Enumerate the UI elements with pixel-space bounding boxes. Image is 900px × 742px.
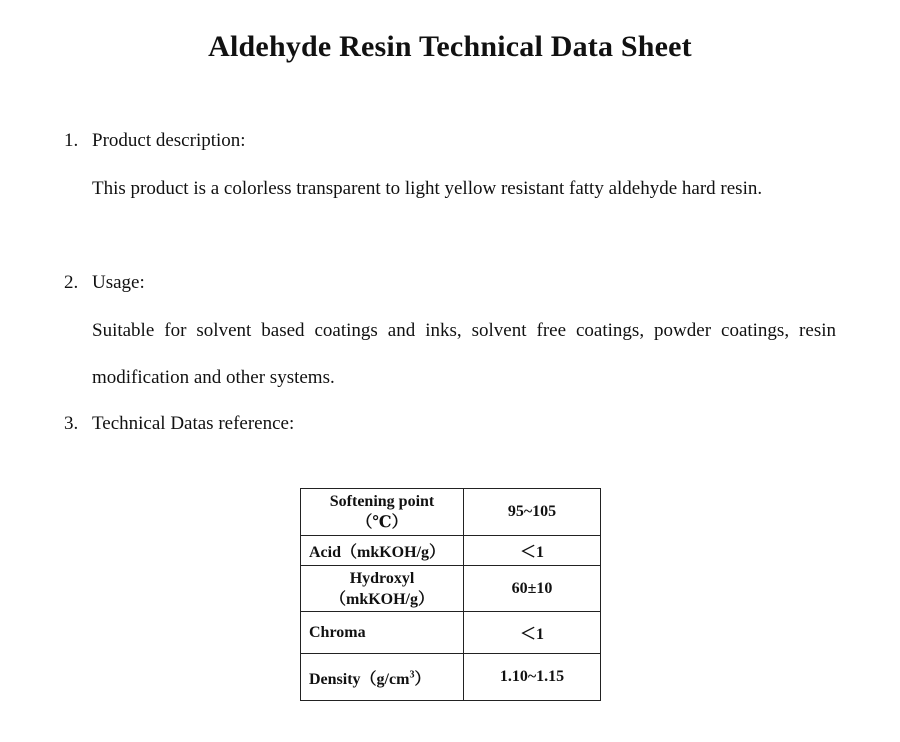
section-1-heading — [64, 129, 246, 153]
label-line: Hydroxyl — [349, 569, 415, 587]
label-line: （mkKOH/g） — [329, 590, 434, 608]
label-superscript: 3 — [409, 669, 415, 681]
table-row — [301, 654, 601, 701]
technical-data-table — [300, 488, 601, 701]
label-text: ） — [414, 670, 431, 688]
section-1-number: 1. — [64, 130, 79, 151]
table-row — [301, 566, 601, 612]
table-row — [301, 489, 601, 536]
label-line: （℃） — [356, 514, 408, 531]
table-value-chroma: ＜1 — [464, 612, 601, 654]
section-2-text: Suitable for solvent based coatings and inks, solvent free coatings, powder coatings, resin modification and other systems. — [92, 320, 836, 388]
section-3-title: Technical Datas reference: — [92, 413, 295, 434]
table-value-density: 1.10~1.15 — [464, 654, 601, 701]
label-line: Softening point — [329, 493, 435, 510]
table-value-softening-point: 95~105 — [464, 489, 601, 536]
section-3-heading — [64, 412, 294, 436]
section-3-number: 3. — [64, 413, 79, 434]
table-label-softening-point — [301, 489, 464, 536]
table-label-density — [301, 654, 464, 701]
section-2-heading — [64, 271, 145, 295]
label-text: Density（g/cm — [309, 670, 410, 688]
table-value-hydroxyl: 60±10 — [464, 566, 601, 612]
section-2-title: Usage: — [92, 272, 145, 293]
table-label-hydroxyl — [301, 566, 464, 612]
table-value-acid: ＜1 — [464, 536, 601, 566]
table-label-acid: Acid（mkKOH/g） — [301, 536, 464, 566]
section-2-number: 2. — [64, 272, 79, 293]
table-row — [301, 612, 601, 654]
section-1-text: This product is a colorless transparent to light yellow resistant fatty aldehyde hard resin. — [92, 178, 763, 199]
section-1-title: Product description: — [92, 130, 246, 151]
table-label-chroma: Chroma — [301, 612, 464, 654]
document-title: Aldehyde Resin Technical Data Sheet — [208, 30, 692, 63]
table-row — [301, 536, 601, 566]
